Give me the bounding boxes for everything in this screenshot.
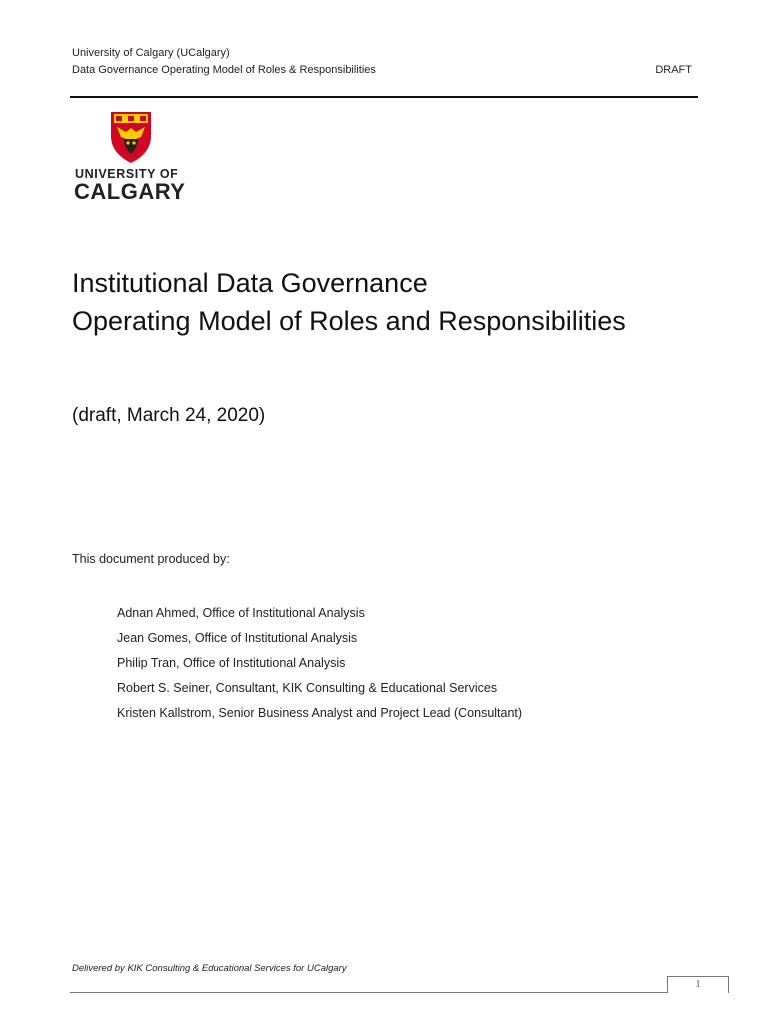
contributor-list [117, 605, 522, 730]
contributor-item: Kristen Kallstrom, Senior Business Analyst and Project Lead (Consultant) [117, 706, 523, 720]
page-number: 1 [667, 976, 729, 993]
logo-text-university-of: UNIVERSITY OF [75, 167, 179, 181]
logo-text-calgary: CALGARY [74, 179, 186, 204]
contributor-item: Robert S. Seiner, Consultant, KIK Consulting & Educational Services [117, 681, 498, 695]
university-logo [72, 110, 190, 205]
crest-shield-icon [108, 110, 154, 164]
document-title-line1: Institutional Data Governance [72, 268, 428, 298]
contributor-item: Adnan Ahmed, Office of Institutional Analysis [117, 606, 365, 620]
produced-by-label: This document produced by: [72, 552, 230, 566]
draft-date: (draft, March 24, 2020) [72, 405, 266, 426]
header-document-title: Data Governance Operating Model of Roles & Responsibilities [72, 64, 376, 76]
header-draft-label: DRAFT [655, 64, 692, 76]
contributor-item: Philip Tran, Office of Institutional Analysis [117, 656, 346, 670]
document-title-line2: Operating Model of Roles and Responsibilities [72, 306, 626, 336]
footer-rule [70, 992, 698, 993]
header-institution: University of Calgary (UCalgary) [72, 47, 230, 59]
header-rule [70, 96, 698, 98]
footer-delivered-by: Delivered by KIK Consulting & Educational Services for UCalgary [72, 963, 347, 974]
contributor-item: Jean Gomes, Office of Institutional Analysis [117, 631, 358, 645]
